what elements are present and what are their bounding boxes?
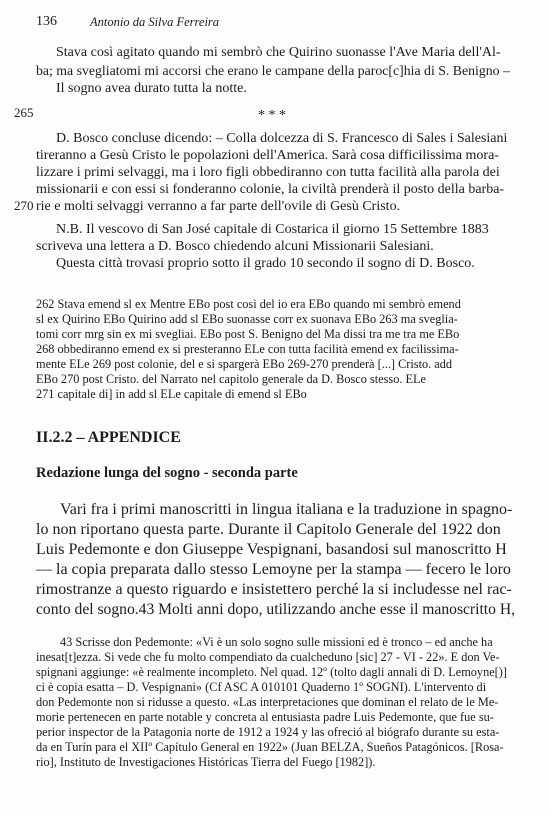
- footnote-line: 43 Scrisse don Pedemonte: «Vi è un solo sogno sulle missioni ed è tronco – ed anche ha: [60, 635, 493, 649]
- para-b-line: rie e molti selvaggi verranno a far parte dell'ovile di Gesù Cristo.: [36, 199, 401, 214]
- para-b-line: tireranno a Gesù Cristo le popolazioni dell'America. Sarà cosa difficilissima mora-: [36, 148, 499, 163]
- body-line: Vari fra i primi manoscritti in lingua italiana e la traduzione in spagno-: [60, 501, 513, 518]
- footnote-line: ci è copia esatta – D. Vespignani» (Cf ASC A 010101 Quaderno 1º SOGNI). L'intervento di: [36, 680, 487, 694]
- apparatus-line: mente ELe 269 post colonie, del e si spargerà EBo 269-270 prenderà [...] Cristo. add: [36, 357, 453, 371]
- body-line: lo non riportano questa parte. Durante il Capitolo Generale del 1922 don: [36, 521, 501, 538]
- footnote-line: rio], Instituto de Investigaciones Históricas Tierra del Fuego [1982]).: [36, 755, 376, 769]
- line-number-270: 270: [14, 198, 34, 213]
- apparatus-line: 262 Stava emend sl ex Mentre EBo post così del io era EBo quando mi sembrò emend: [36, 297, 461, 311]
- body-line: rimostranze a questo riguardo e insistettero perché la si includesse nel rac-: [36, 581, 512, 598]
- para-a-line: ba; ma svegliatomi mi accorsi che erano le campane della paroc[c]hia di S. Benigno –: [36, 63, 510, 78]
- line-number-265: 265: [14, 105, 34, 120]
- para-b-line: D. Bosco concluse dicendo: – Colla dolcezza di S. Francesco di Sales i Salesiani: [56, 131, 508, 146]
- apparatus-line: EBo 270 post Cristo. del Narrato nel capitolo generale da D. Bosco stesso. ELe: [36, 372, 426, 386]
- body-line: — la copia preparata dallo stesso Lemoyne per la stampa — fecero le loro: [36, 561, 511, 578]
- section-heading: II.2.2 – APPENDICE: [36, 429, 181, 446]
- footnote-line: perior inspector de la Patagonia norte de 1912 a 1924 y las ofreció al biógrafo durante su esta-: [36, 725, 500, 739]
- page-number: 136: [36, 14, 57, 29]
- para-a-line: Il sogno avea durato tutta la notte.: [56, 81, 247, 96]
- footnote-line: spignani aggiunge: «è realmente incompleto. Nel quad. 12º (tolto dagli annali di D. Lemoyne[)]: [36, 665, 507, 679]
- footnote-line: morie pertenecen en parte notable y concreta al entusiasta padre Luis Pedemonte, que fue su-: [36, 710, 494, 724]
- running-author: Antonio da Silva Ferreira: [90, 15, 220, 29]
- para-b-line: lizzare i primi selvaggi, ma i loro figli obbediranno con tutta facilità alla parola dei: [36, 165, 500, 180]
- para-a-line: Stava così agitato quando mi sembrò che Quirino suonasse l'Ave Maria dell'Al-: [56, 45, 501, 60]
- subheading: Redazione lunga del sogno - seconda parte: [36, 465, 298, 481]
- footnote-line: inesat[t]ezza. Si vede che fu molto compendiato da cualcheduno [sic] 27 - VI - 22». E don Ve-: [36, 650, 500, 664]
- para-b-line: missionarii e con essi si fonderanno colonie, la civiltà prenderà il posto della barba-: [36, 182, 505, 197]
- body-line: conto del sogno.43 Molti anni dopo, utilizzando anche esse il manoscritto H,: [36, 601, 515, 618]
- footnote-line: da en Turín para el XIIº Capítulo General en 1922» (Juan BELZA, Sueños Patagónicos. [Rosa-: [36, 740, 504, 754]
- apparatus-line: 268 obbediranno emend ex si presteranno ELe con tutta facilità emend ex facilissima-: [36, 342, 459, 356]
- para-c-line: scriveva una lettera a D. Bosco chiedendo alcuni Missionarii Salesiani.: [36, 239, 434, 254]
- apparatus-line: 271 capitale di] in add sl ELe capitale di emend sl EBo: [36, 387, 307, 401]
- para-c-line: N.B. Il vescovo di San José capitale di Costarica il giorno 15 Settembre 1883: [56, 222, 489, 237]
- para-c-line: Questa città trovasi proprio sotto il grado 10 secondo il sogno di D. Bosco.: [56, 256, 475, 271]
- body-line: Luis Pedemonte e don Giuseppe Vespignani, basandosi sul manoscritto H: [36, 541, 507, 558]
- section-stars: * * *: [258, 108, 286, 123]
- apparatus-line: sl ex Quirino EBo Quirino add sl EBo suonasse corr ex suonava EBo 263 ma sveglia-: [36, 312, 458, 326]
- footnote-line: don Pedemonte non si ridusse a questo. «Las interpretaciones que dominan el relato de le Me-: [36, 695, 499, 709]
- apparatus-line: tomi corr mrg sin ex mi svegliai. EBo post S. Benigno del Ma dissi tra me tra me EBo: [36, 327, 460, 341]
